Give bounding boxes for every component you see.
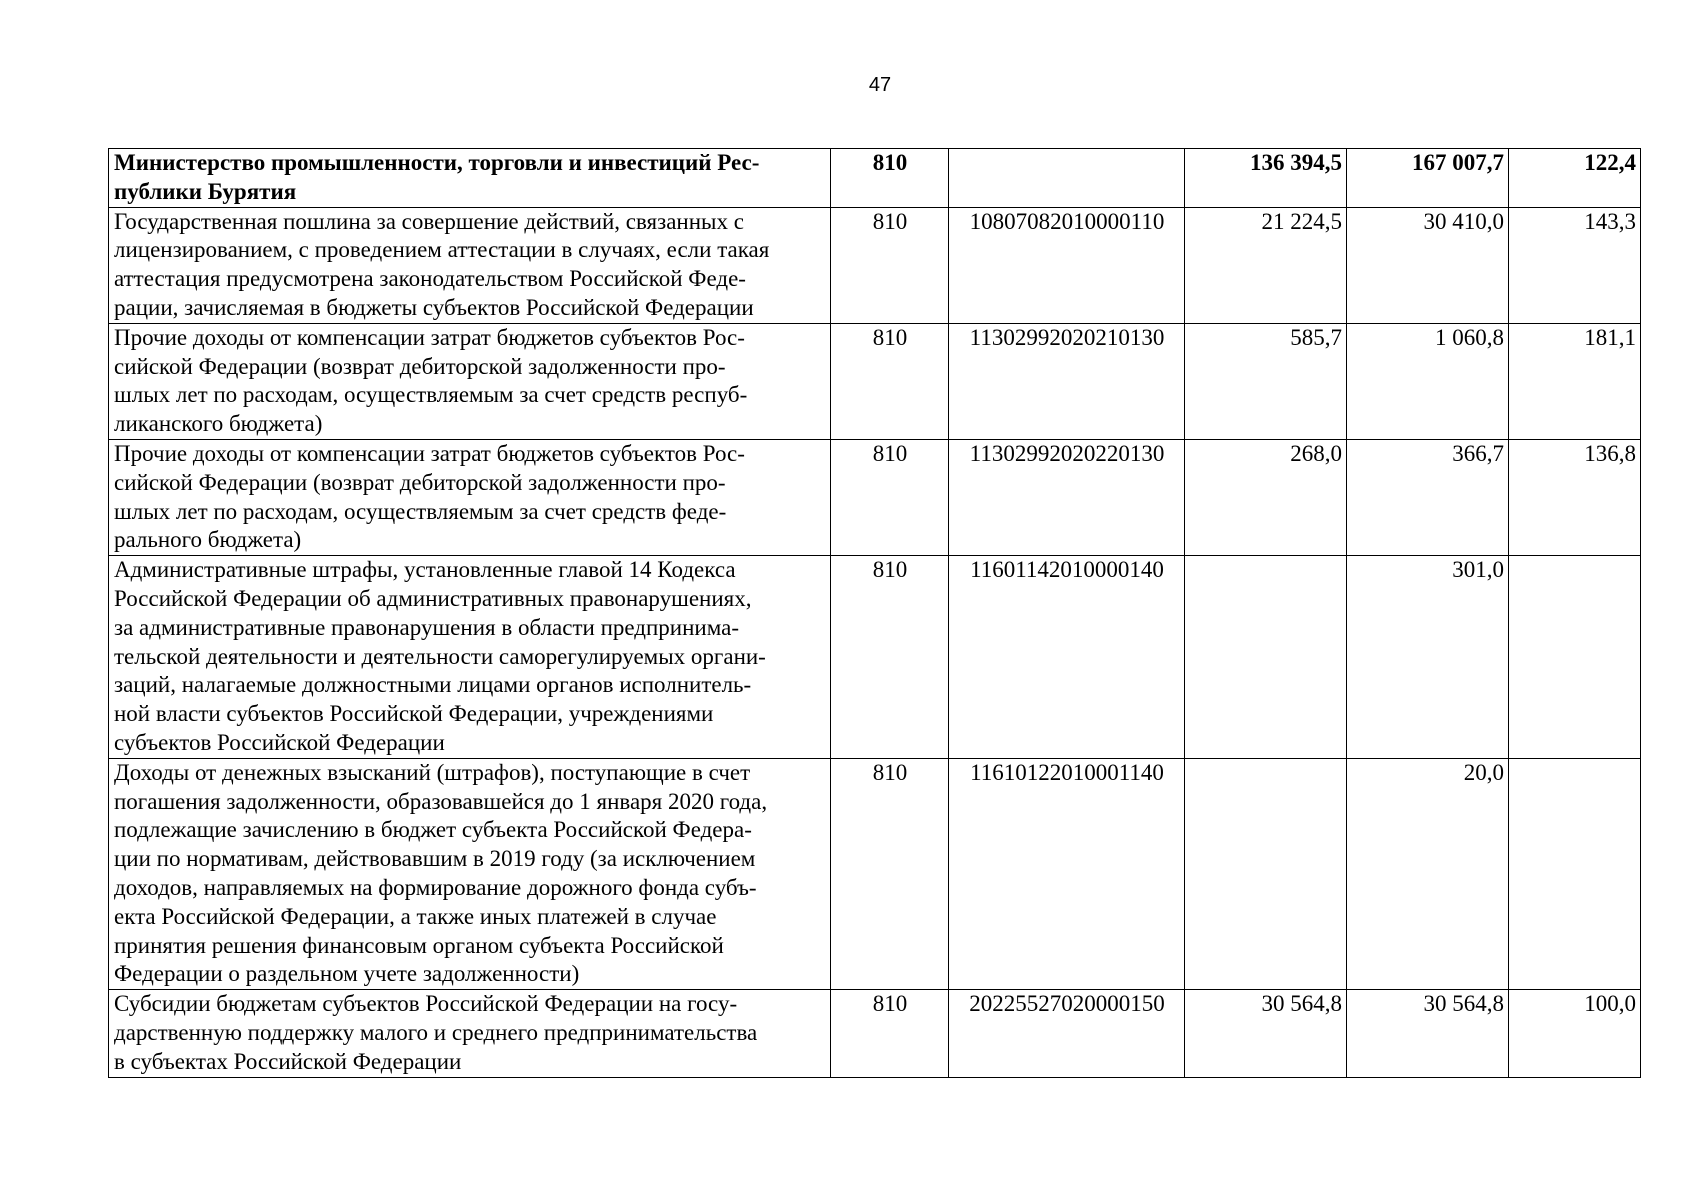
name-line: Административные штрафы, установленные главой 14 Кодекса [114,557,736,583]
name-cell [109,990,831,1077]
name-line: ции по нормативам, действовавшим в 2019 году (за исключением [114,846,756,872]
budget-code-cell: 11601142010000140 [949,556,1185,759]
admin-code-cell: 810 [831,149,949,208]
name-line: Прочие доходы от компенсации затрат бюджетов субъектов Рос- [114,324,745,350]
budget-code-cell: 11610122010001140 [949,758,1185,989]
name-line: Доходы от денежных взысканий (штрафов), поступающие в счет [114,759,751,785]
value-1-cell: 268,0 [1185,439,1347,555]
percent-cell [1509,758,1641,989]
name-line: лицензированием, с проведением аттестации в случаях, если такая [114,237,770,263]
value-2-cell: 366,7 [1347,439,1509,555]
value-1-cell [1185,758,1347,989]
name-line: рации, зачисляемая в бюджеты субъектов Российской Федерации [114,294,754,320]
name-line: сийской Федерации (возврат дебиторской задолженности про- [114,353,726,379]
name-line: в субъектах Российской Федерации [114,1048,462,1074]
name-line: заций, налагаемые должностными лицами органов исполнитель- [114,672,752,698]
name-line: принятия решения финансовым органом субъекта Российской [114,932,724,958]
value-1-cell: 30 564,8 [1185,990,1347,1077]
name-line: Министерство промышленности, торговли и инвестиций Рес- [114,150,760,175]
admin-code-cell: 810 [831,990,949,1077]
table-row [109,758,1641,989]
name-cell [109,439,831,555]
name-line: шлых лет по расходам, осуществляемым за счет средств феде- [114,498,727,524]
name-line: сийской Федерации (возврат дебиторской задолженности про- [114,469,726,495]
name-line: рального бюджета) [114,527,302,553]
name-line: Федерации о раздельном учете задолженности) [114,961,580,987]
value-2-cell: 30 410,0 [1347,207,1509,323]
budget-code-cell: 11302992020220130 [949,439,1185,555]
budget-code-cell: 10807082010000110 [949,207,1185,323]
value-2-cell: 1 060,8 [1347,323,1509,439]
value-1-cell: 136 394,5 [1185,149,1347,208]
table-body [109,149,1641,1078]
table-row [109,207,1641,323]
name-line: шлых лет по расходам, осуществляемым за счет средств респуб- [114,382,748,408]
table-row [109,323,1641,439]
value-2-cell: 167 007,7 [1347,149,1509,208]
admin-code-cell: 810 [831,439,949,555]
name-line: дарственную поддержку малого и среднего предпринимательства [114,1019,758,1045]
name-line: подлежащие зачислению в бюджет субъекта Российской Федера- [114,817,752,843]
name-cell [109,758,831,989]
admin-code-cell: 810 [831,758,949,989]
table-row [109,556,1641,759]
table-row [109,439,1641,555]
value-2-cell: 20,0 [1347,758,1509,989]
budget-code-cell: 20225527020000150 [949,990,1185,1077]
name-line: Субсидии бюджетам субъектов Российской Федерации на госу- [114,991,738,1017]
percent-cell: 136,8 [1509,439,1641,555]
name-line: за административные правонарушения в области предпринима- [114,614,739,640]
table-row [109,149,1641,208]
name-cell [109,149,831,208]
value-1-cell [1185,556,1347,759]
percent-cell: 143,3 [1509,207,1641,323]
value-1-cell: 21 224,5 [1185,207,1347,323]
percent-cell: 100,0 [1509,990,1641,1077]
budget-code-cell [949,149,1185,208]
name-line: субъектов Российской Федерации [114,729,445,755]
name-line: Государственная пошлина за совершение действий, связанных с [114,208,744,234]
page-number: 47 [868,74,892,96]
name-line: ликанского бюджета) [114,411,323,437]
admin-code-cell: 810 [831,323,949,439]
value-1-cell: 585,7 [1185,323,1347,439]
name-cell [109,323,831,439]
name-cell [109,207,831,323]
name-line: Прочие доходы от компенсации затрат бюджетов субъектов Рос- [114,440,745,466]
admin-code-cell: 810 [831,556,949,759]
name-line: ной власти субъектов Российской Федерации, учреждениями [114,701,714,727]
name-line: аттестация предусмотрена законодательством Российской Феде- [114,266,746,292]
percent-cell: 181,1 [1509,323,1641,439]
percent-cell: 122,4 [1509,149,1641,208]
admin-code-cell: 810 [831,207,949,323]
name-line: доходов, направляемых на формирование дорожного фонда субъ- [114,874,757,900]
name-line: Российской Федерации об административных правонарушениях, [114,585,752,611]
name-cell [109,556,831,759]
budget-code-cell: 11302992020210130 [949,323,1185,439]
value-2-cell: 301,0 [1347,556,1509,759]
table-row [109,990,1641,1077]
name-line: екта Российской Федерации, а также иных платежей в случае [114,903,717,929]
value-2-cell: 30 564,8 [1347,990,1509,1077]
name-line: погашения задолженности, образовавшейся до 1 января 2020 года, [114,788,768,814]
revenue-table [108,148,1641,1078]
percent-cell [1509,556,1641,759]
name-line: публики Бурятия [114,178,297,204]
name-line: тельской деятельности и деятельности саморегулируемых органи- [114,643,766,669]
